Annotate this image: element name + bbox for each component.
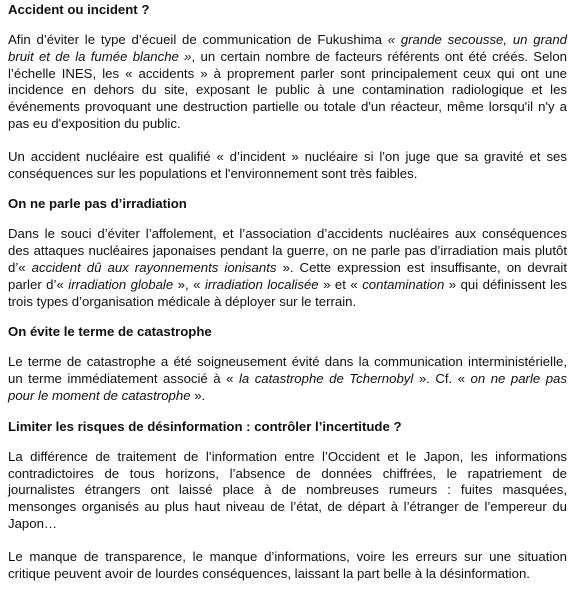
section-heading-irradiation: On ne parle pas d’irradiation — [8, 196, 187, 212]
section-heading-accident: Accident ou incident ? — [8, 2, 150, 17]
section-heading-desinformation: Limiter les risques de désinformation : contrôler l’incertitude ? — [8, 418, 402, 434]
text-run: », « — [173, 276, 205, 292]
text-run: Dans le souci d’éviter l’affolement, et l’association d’accidents nucléaires aux conséquences des attaques nucléaires japonaises pendant la guerre, on ne parle pas d’irradiation mais plutôt d’« — [8, 226, 567, 275]
italic-quote: la catastrophe de Tchernobyl — [238, 371, 414, 387]
section-heading-catastrophe: On évite le terme de catastrophe — [8, 324, 212, 340]
text-run: Un accident nucléaire est qualifié « d’incident » nucléaire si l'on juge que sa gravité et ses conséquences sur les populations et l'environnement sont très faibles. — [8, 148, 567, 181]
italic-quote: « grande secousse, un grand bruit et de la fumée blanche » — [8, 32, 567, 64]
italic-quote: irradiation localisée — [204, 276, 319, 292]
text-run: ». Cf. « — [413, 371, 471, 387]
paragraph — [8, 32, 567, 133]
paragraph — [8, 449, 567, 533]
paragraph — [8, 149, 567, 183]
italic-quote: accident dû aux rayonnements ionisants — [31, 259, 277, 275]
paragraph — [8, 354, 567, 404]
italic-quote: irradiation globale — [68, 276, 174, 292]
paragraph — [8, 226, 567, 310]
italic-quote: on ne parle pas pour le moment de catastrophe — [8, 371, 567, 403]
text-run: La différence de traitement de l’information entre l’Occident et le Japon, les informations contradictoires de tous horizons, l’absence de données chiffrées, le rapatriement de journalistes étrangers ont laissé place à de nombreuses rumeurs : fuites masquées, mensonges organisés au plus haut niveau de l’état, de départ à l’étranger de l’empereur du Japon… — [8, 448, 567, 531]
text-run: , un certain nombre de facteurs référents ont été créés. Selon l’échelle INES, les « accidents » à proprement parler sont principalement ceux qui ont une incidence en dehors du site, exposant le public à une contamination radiologique et les événements provoquant une destruction partielle ou totale d'un réacteur, même lorsqu'il n'y a pas eu d'exposition du public. — [8, 48, 568, 131]
text-run: Afin d’éviter le type d’écueil de communication de Fukushima — [8, 32, 388, 47]
text-run: » et « — [318, 276, 363, 292]
paragraph — [8, 549, 567, 583]
text-run: Le manque de transparence, le manque d’informations, voire les erreurs sur une situation critique peuvent avoir de lourdes conséquences, laissant la part belle à la désinformation. — [8, 548, 567, 581]
text-run: ». — [190, 387, 206, 403]
text-run: ». Cette expression est insuffisante, on devrait parler d’« — [8, 259, 568, 292]
text-run: » qui définissent les trois types d’organisation médicale à déployer sur le terrain. — [8, 276, 568, 309]
text-run: Le terme de catastrophe a été soigneusement évité dans la communication interministérielle, un terme immédiatement associé à « — [8, 354, 567, 387]
italic-quote: contamination — [362, 276, 445, 292]
